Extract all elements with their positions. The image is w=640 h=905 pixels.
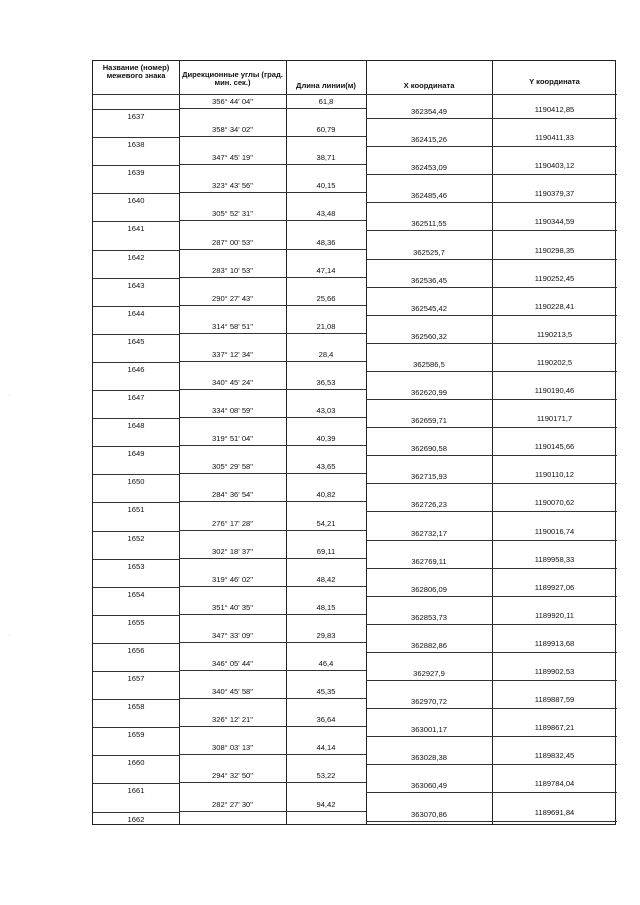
cell-y: 1190070,62 xyxy=(534,498,575,508)
row-divider xyxy=(179,445,366,446)
cell-y: 1190171,7 xyxy=(536,414,573,424)
cell-length: 25,66 xyxy=(316,293,336,303)
cell-name: 1640 xyxy=(127,196,145,206)
cell-angle: 305° 29' 58" xyxy=(212,462,253,472)
cell-x: 362715,93 xyxy=(411,472,447,482)
cell-length: 40,39 xyxy=(316,434,336,444)
cell-length: 36,53 xyxy=(316,378,336,387)
row-divider xyxy=(179,249,366,250)
row-divider xyxy=(366,259,617,260)
cell-length: 47,14 xyxy=(316,265,336,275)
cell-length: 40,82 xyxy=(316,490,336,500)
row-divider xyxy=(93,390,179,391)
cell-y: 1189920,11 xyxy=(535,610,574,620)
row-divider xyxy=(366,455,617,456)
cell-y: 1190190,46 xyxy=(534,386,575,395)
row-divider xyxy=(179,108,366,109)
row-divider xyxy=(93,643,179,644)
cell-name: 1641 xyxy=(127,224,145,234)
row-divider xyxy=(366,202,617,203)
cell-x: 362354,49 xyxy=(411,107,447,116)
cell-name: 1638 xyxy=(127,140,145,150)
cell-length: 48,36 xyxy=(316,237,336,247)
row-divider xyxy=(93,727,179,728)
cell-x: 363028,38 xyxy=(411,753,447,763)
row-divider xyxy=(93,474,179,475)
row-divider xyxy=(93,418,179,419)
cell-length: 45,35 xyxy=(316,687,336,697)
cell-y: 1189887,59 xyxy=(534,695,575,705)
cell-name: 1662 xyxy=(127,814,145,824)
cell-x: 362560,32 xyxy=(411,331,447,341)
header-name: Название (номер) межевого знака xyxy=(102,63,170,81)
cell-angle: 347° 45' 19" xyxy=(212,153,253,163)
cell-length: 43,03 xyxy=(316,406,336,416)
cell-angle: 334° 08' 59" xyxy=(212,406,253,416)
row-divider xyxy=(366,540,617,541)
cell-angle: 326° 12' 21" xyxy=(212,715,253,725)
cell-y: 1189691,84 xyxy=(534,807,575,817)
row-divider xyxy=(179,473,366,474)
cell-name: 1659 xyxy=(127,730,145,740)
cell-x: 362511,55 xyxy=(411,219,447,229)
row-divider xyxy=(179,811,366,812)
cell-length: 44,14 xyxy=(316,743,336,753)
row-divider xyxy=(179,164,366,165)
cell-angle: 287° 00' 53" xyxy=(212,237,253,247)
row-divider xyxy=(93,446,179,447)
row-divider xyxy=(93,278,179,279)
cell-x: 362545,42 xyxy=(411,303,447,313)
row-divider xyxy=(179,333,366,334)
row-divider xyxy=(366,371,617,372)
scan-speck: · xyxy=(8,633,10,639)
cell-length: 28,4 xyxy=(318,349,334,359)
row-divider xyxy=(366,708,617,709)
row-divider xyxy=(93,306,179,307)
row-divider xyxy=(179,614,366,615)
row-divider xyxy=(366,792,617,793)
cell-y: 1190228,41 xyxy=(534,301,575,311)
cell-x: 362970,72 xyxy=(411,697,447,707)
cell-name: 1660 xyxy=(127,758,145,768)
row-divider xyxy=(179,642,366,643)
cell-x: 363060,49 xyxy=(411,781,447,791)
cell-name: 1649 xyxy=(127,449,145,459)
cell-y: 1190202,5 xyxy=(536,357,573,367)
row-divider xyxy=(366,821,617,822)
row-divider xyxy=(93,587,179,588)
cell-angle: 347° 33' 09" xyxy=(212,630,253,640)
cell-length: 61,8 xyxy=(318,97,334,106)
cell-x: 362453,09 xyxy=(411,163,447,173)
row-divider xyxy=(366,230,617,231)
cell-x: 362927,9 xyxy=(413,669,445,678)
cell-angle: 351° 40' 35" xyxy=(212,602,253,612)
cell-x: 362659,71 xyxy=(411,416,447,426)
row-divider xyxy=(366,511,617,512)
row-divider xyxy=(93,250,179,251)
cell-y: 1189927,06 xyxy=(534,582,575,592)
cell-angle: 294° 32' 50" xyxy=(212,771,253,781)
row-divider xyxy=(93,137,179,138)
cell-x: 362525,7 xyxy=(413,247,445,257)
cell-x: 362536,45 xyxy=(411,275,447,285)
row-divider xyxy=(366,146,617,147)
cell-angle: 308° 03' 13" xyxy=(212,743,253,753)
cell-length: 40,15 xyxy=(316,181,336,191)
row-divider xyxy=(366,764,617,765)
row-divider xyxy=(179,530,366,531)
cell-angle: 340° 45' 24" xyxy=(212,378,253,387)
column-divider xyxy=(366,61,367,824)
cell-name: 1657 xyxy=(127,674,145,683)
row-divider xyxy=(179,192,366,193)
cell-x: 363070,86 xyxy=(411,809,447,819)
cell-length: 46,4 xyxy=(318,659,334,668)
row-divider xyxy=(366,652,617,653)
cell-name: 1642 xyxy=(127,252,145,262)
row-divider xyxy=(179,136,366,137)
cell-y: 1190379,37 xyxy=(534,189,575,199)
cell-angle: 340° 45' 58" xyxy=(212,687,253,697)
row-divider xyxy=(93,615,179,616)
cell-name: 1655 xyxy=(127,617,145,627)
cell-x: 362620,99 xyxy=(411,388,447,397)
cell-x: 362882,86 xyxy=(411,640,447,650)
row-divider xyxy=(366,427,617,428)
cell-y: 1190411,33 xyxy=(535,133,574,143)
row-divider xyxy=(93,699,179,700)
row-divider xyxy=(366,118,617,119)
row-divider xyxy=(179,558,366,559)
cell-name: 1652 xyxy=(127,533,145,543)
cell-y: 1190016,74 xyxy=(534,526,575,536)
row-divider xyxy=(179,389,366,390)
header-divider xyxy=(93,94,617,95)
cell-angle: 314° 58' 51" xyxy=(212,321,253,331)
cell-x: 362732,17 xyxy=(411,528,447,538)
cell-angle: 282° 27' 30" xyxy=(212,799,253,809)
cell-x: 362853,73 xyxy=(411,612,447,622)
cell-name: 1653 xyxy=(127,561,145,571)
cell-name: 1650 xyxy=(127,477,145,487)
row-divider xyxy=(179,726,366,727)
row-divider xyxy=(366,483,617,484)
cell-name: 1643 xyxy=(127,280,145,290)
cell-name: 1644 xyxy=(127,308,145,318)
cell-name: 1648 xyxy=(127,421,145,431)
row-divider xyxy=(179,698,366,699)
cell-y: 1189832,45 xyxy=(534,751,575,761)
cell-x: 362769,11 xyxy=(411,556,447,566)
cell-y: 1189902,53 xyxy=(534,667,575,676)
cell-y: 1190213,5 xyxy=(536,329,573,339)
row-divider xyxy=(93,783,179,784)
cell-y: 1189867,21 xyxy=(534,723,575,733)
cell-length: 21,08 xyxy=(316,321,336,331)
cell-name: 1661 xyxy=(127,786,145,796)
cell-x: 362806,09 xyxy=(411,584,447,594)
cell-angle: 276° 17' 28" xyxy=(212,518,253,528)
cell-angle: 346° 05' 44" xyxy=(212,659,253,668)
cell-name: 1639 xyxy=(127,168,145,178)
cell-angle: 358° 34' 02" xyxy=(212,125,253,135)
cell-x: 362485,46 xyxy=(411,191,447,201)
cell-angle: 290° 27' 43" xyxy=(212,293,253,303)
cell-angle: 337° 12' 34" xyxy=(212,349,253,359)
row-divider xyxy=(366,624,617,625)
row-divider xyxy=(93,671,179,672)
row-divider xyxy=(93,502,179,503)
cell-y: 1189958,33 xyxy=(534,554,575,564)
header-y: Y координата xyxy=(529,77,580,86)
cell-angle: 283° 10' 53" xyxy=(212,265,253,275)
row-divider xyxy=(366,596,617,597)
cell-length: 53,22 xyxy=(316,771,336,781)
row-divider xyxy=(366,680,617,681)
cell-name: 1645 xyxy=(127,336,145,346)
row-divider xyxy=(179,417,366,418)
header-x: X координата xyxy=(403,81,455,90)
scan-speck: · xyxy=(8,393,10,399)
cell-length: 43,48 xyxy=(316,209,336,219)
cell-length: 48,15 xyxy=(316,602,336,612)
cell-angle: 323° 43' 56" xyxy=(212,181,253,191)
cell-name: 1656 xyxy=(127,645,145,655)
cell-length: 43,65 xyxy=(316,462,336,472)
cell-y: 1189784,04 xyxy=(534,779,575,789)
cell-length: 60,79 xyxy=(316,125,336,135)
cell-angle: 356° 44' 04" xyxy=(212,97,253,106)
cell-name: 1654 xyxy=(127,589,145,599)
cell-y: 1190344,59 xyxy=(534,217,575,227)
cell-length: 94,42 xyxy=(316,799,336,809)
row-divider xyxy=(93,755,179,756)
cell-length: 29,83 xyxy=(316,630,336,640)
row-divider xyxy=(179,305,366,306)
cell-x: 363001,17 xyxy=(411,725,447,735)
row-divider xyxy=(366,399,617,400)
cell-x: 362726,23 xyxy=(411,500,447,510)
cell-x: 362415,26 xyxy=(411,135,447,145)
row-divider xyxy=(179,586,366,587)
row-divider xyxy=(179,782,366,783)
cell-y: 1190412,85 xyxy=(534,105,575,114)
row-divider xyxy=(93,193,179,194)
row-divider xyxy=(93,812,179,813)
cell-name: 1647 xyxy=(127,393,145,402)
row-divider xyxy=(93,362,179,363)
row-divider xyxy=(93,165,179,166)
cell-x: 362586,5 xyxy=(413,359,445,369)
row-divider xyxy=(366,174,617,175)
cell-length: 54,21 xyxy=(316,518,336,528)
row-divider xyxy=(93,334,179,335)
cell-y: 1190298,35 xyxy=(534,245,575,255)
row-divider xyxy=(366,343,617,344)
cell-length: 69,11 xyxy=(316,546,336,556)
row-divider xyxy=(179,754,366,755)
row-divider xyxy=(179,220,366,221)
cell-name: 1646 xyxy=(127,364,145,374)
header-length: Длина линии(м) xyxy=(296,81,356,90)
row-divider xyxy=(366,736,617,737)
cell-length: 36,64 xyxy=(316,715,336,725)
row-divider xyxy=(366,315,617,316)
row-divider xyxy=(179,501,366,502)
cell-angle: 302° 18' 37" xyxy=(212,546,253,556)
cell-angle: 284° 36' 54" xyxy=(212,490,253,500)
cell-angle: 319° 46' 02" xyxy=(212,574,253,584)
cell-name: 1637 xyxy=(127,112,145,121)
cell-length: 38,71 xyxy=(316,153,336,163)
cell-angle: 305° 52' 31" xyxy=(212,209,253,219)
row-divider xyxy=(93,531,179,532)
cell-name: 1651 xyxy=(127,505,145,515)
header-angle: Дирекционные углы (град. мин. сек.) xyxy=(182,70,283,88)
row-divider xyxy=(366,568,617,569)
cell-y: 1190252,45 xyxy=(534,273,575,283)
row-divider xyxy=(93,559,179,560)
row-divider xyxy=(179,361,366,362)
cell-x: 362690,58 xyxy=(411,444,447,454)
cell-y: 1190145,66 xyxy=(534,442,575,452)
cell-length: 48,42 xyxy=(316,574,336,584)
coordinates-table xyxy=(92,60,616,825)
row-divider xyxy=(179,277,366,278)
cell-y: 1189913,68 xyxy=(534,638,575,648)
row-divider xyxy=(366,287,617,288)
row-divider xyxy=(179,670,366,671)
row-divider xyxy=(93,221,179,222)
cell-name: 1658 xyxy=(127,702,145,712)
row-divider xyxy=(93,109,179,110)
cell-y: 1190403,12 xyxy=(534,161,575,171)
cell-y: 1190110,12 xyxy=(535,470,574,480)
cell-angle: 319° 51' 04" xyxy=(212,434,253,444)
